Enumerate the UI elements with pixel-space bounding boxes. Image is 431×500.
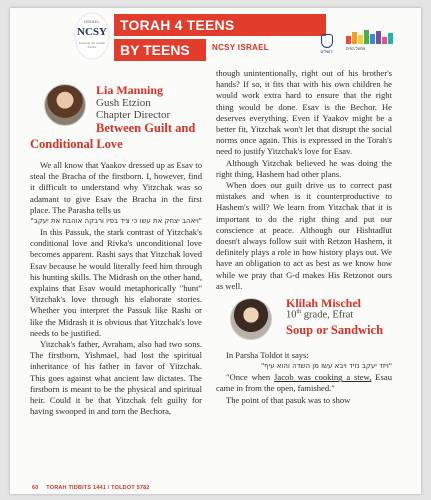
author-grade: [286, 309, 353, 321]
emblem-icon: [321, 34, 333, 48]
author-photo: [44, 84, 86, 126]
publication-name: TORAH TIDBITS 1441 / TOLDOT 5782: [46, 485, 150, 491]
logo-mark: NCSY: [77, 26, 107, 38]
author-block-left: [30, 76, 202, 154]
grade-suffix: th: [296, 309, 302, 316]
author-block-right: [216, 296, 392, 344]
magazine-page: [10, 8, 421, 494]
author-photo: [230, 298, 272, 340]
author-location: Gush Etzion: [96, 97, 151, 109]
hebrew-quote: "ויזד יעקב נזיד ויבא עשו מן השדה והוא עיף": [260, 362, 392, 371]
paragraph: [216, 372, 392, 394]
article-title-line1: Between Guilt and: [96, 121, 196, 135]
paragraph: We all know that Yaakov dressed up as Esav to steal the Bracha of the firstborn. I, however, find it difficult to understand why Yitzchak was so adamant to give Esav the Bracha in the first place. The Parasha tells us: [30, 160, 202, 215]
partner1-text: ירושלים: [320, 49, 334, 54]
logo-tagline: Inspiring the Jewish Future: [78, 41, 106, 49]
left-column: [30, 76, 202, 417]
quote-end: Esau came in from the open, famished.": [216, 372, 392, 394]
author-role: Chapter Director: [96, 109, 171, 121]
author-name: Klilah Mischel: [286, 296, 361, 311]
mifal-hapais-logo: [346, 30, 406, 58]
article-body-left: [30, 160, 202, 417]
page-number: 60: [32, 485, 39, 491]
quote-underlined: Jacob was cooking a stew,: [274, 372, 372, 383]
partner2-text: מפעל הפיס: [346, 46, 366, 51]
paragraph: Although Yitzchak believed he was doing the right thing, Hashem had other plans.: [216, 157, 392, 179]
jerusalem-emblem-logo: [316, 34, 338, 58]
hebrew-quote: "ויאהב יצחק את עשו כי ציד בפיו ורבקה אוהבת את יעקב": [30, 217, 202, 226]
article-title: Soup or Sandwich: [286, 323, 384, 338]
ncsy-logo: [74, 12, 110, 60]
author-name: Lia Manning: [96, 83, 164, 97]
paragraph: In this Passuk, the stark contrast of Yitzchak's conditional love and Rivka's unconditional love becomes apparent. Rashi says that Yitzchak loved Esav because he would literally feed him through his hunting skills. The Midrash on the other hand, explains that Esav would metaphorically "hunt" Yitzchak's love through his elaborate stories. Whether you interpret the Passuk like Rashi or like the Midrash it is obvious that Yitzchak's love needs to be justified.: [30, 227, 202, 338]
paragraph: When does our guilt drive us to correct past mistakes and when is it counterproductive to Hashem's will? We learn from Yitzchak that it is important to do the right thing and put our conscience at peace. Although our Hishtadlut doesn't always follow suit with Retzon Hashem, it definitely plays a role in how history plays out. We have an obligation to act as best as we know how while we pray that G-d makes His Retzonot ours as well.: [216, 180, 392, 291]
quote-start: "Once when: [226, 372, 275, 383]
banner-line1: TORAH 4 TEENS: [114, 14, 326, 36]
page-footer: [32, 485, 150, 491]
article-title-line2: Conditional Love: [30, 137, 123, 151]
color-bars-icon: [346, 30, 406, 44]
grade-number: 10: [286, 309, 297, 321]
article-body-right-2: [216, 350, 392, 406]
banner-line2: BY TEENS: [114, 39, 206, 61]
right-column: [216, 68, 392, 406]
page-header: [10, 8, 421, 66]
paragraph: In Parsha Toldot it says:: [226, 350, 309, 361]
paragraph: The point of that pasuk was to show: [226, 394, 351, 405]
grade-location: grade, Efrat: [301, 309, 354, 321]
article-body-right: [216, 68, 392, 292]
paragraph: Yitzchak's father, Avraham, also had two sons. The firstborn, Yishmael, had lost the spiritual inheritance of his father in favor of Yitzchak. This goes against what ancient law dictates. The firstborn is meant to be the physical and spiritual heir. Could it be that Yitzchak felt guilty for having swooped in and torn the Bechora,: [30, 339, 202, 417]
paragraph: though unintentionally, right out of his brother's hands? If so, it fits that with his own children he would work extra hard to ensure that the right thing would be done. Esav is the Bechor. He deserves everything. Even if Yaakov might be a better fit, Yitzchak won't let that disrupt the social norms once again. This is expressed in the Torah's need to justify Yitzchak's love for Esav.: [216, 68, 392, 157]
logo-country: ISRAEL: [83, 19, 101, 24]
banner-subtitle: NCSY ISRAEL: [212, 43, 269, 52]
